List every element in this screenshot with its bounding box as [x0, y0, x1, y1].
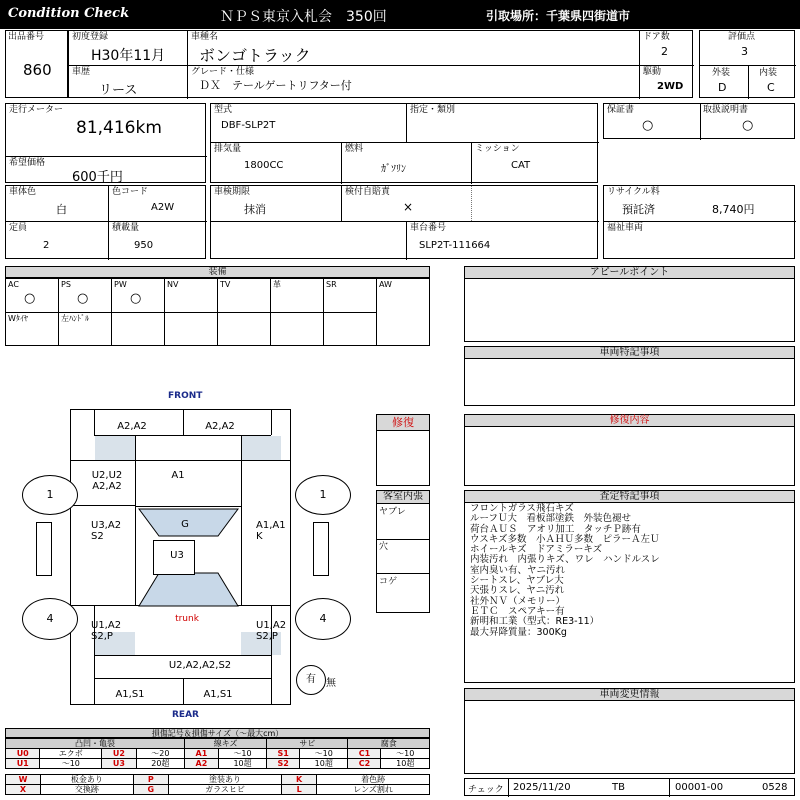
equipment-item-label: Wﾀｲﾔ — [8, 314, 28, 323]
recycle-fee: 8,740円 — [712, 203, 755, 216]
legend-symbol-desc: 交換跡 — [41, 785, 134, 795]
vehicle-notes-title: 車両特記事項 — [465, 347, 794, 359]
equipment-item-value: ○ — [77, 291, 89, 306]
appeal-panel — [464, 266, 795, 342]
equipment-item-value: ○ — [130, 291, 142, 306]
legend-desc: 20超 — [136, 759, 184, 769]
grade-score-label: 評価点 — [728, 32, 756, 42]
inspection-chassis-cell — [210, 185, 598, 259]
repair-box — [376, 414, 430, 486]
legend-symbol-code: P — [133, 775, 168, 785]
inspection-expiry: 抹消 — [244, 203, 266, 216]
inspection-notes-panel — [464, 490, 795, 683]
model-specs-cell — [210, 103, 598, 183]
legend-code: S1 — [267, 749, 300, 759]
cabin-tear: ヤブレ — [379, 507, 406, 517]
equipment-item — [6, 312, 59, 346]
equipment-item — [165, 278, 218, 312]
first-reg-label: 初度登録 — [72, 32, 109, 42]
damage-roof: G — [181, 519, 189, 530]
load-capacity: 950 — [134, 240, 154, 251]
inspection-note-line: 新明和工業（型式：RE3-11） — [470, 616, 600, 628]
equipment-item — [271, 278, 324, 312]
repair-content-panel — [464, 414, 795, 486]
history-label: 車歴 — [72, 67, 91, 77]
wheel-rear-right: 4 — [295, 598, 351, 640]
vehicle-changes-panel — [464, 688, 795, 774]
equipment-item-label: SR — [326, 280, 337, 289]
insurance: × — [403, 200, 414, 214]
cabin-hole: 穴 — [379, 542, 389, 552]
equipment-item-label: 革 — [273, 280, 281, 289]
damage-bed-back: U2,A2,A2,S2 — [168, 660, 232, 671]
legend-desc: 10超 — [381, 759, 430, 769]
interior-label: 内装 — [759, 68, 778, 78]
displacement: 1800CC — [244, 160, 284, 171]
legend-code: A1 — [185, 749, 219, 759]
grade-score: 3 — [741, 45, 748, 58]
spare-badge: 有 — [306, 674, 316, 685]
displacement-label: 排気量 — [214, 144, 242, 154]
equipment-item — [218, 312, 271, 346]
sheet-code: 0528 — [762, 782, 788, 793]
legend-code: U0 — [6, 749, 40, 759]
chassis-number: SLP2T-111664 — [419, 240, 491, 251]
doors-label: ドア数 — [643, 32, 670, 42]
color-code: A2W — [151, 202, 175, 213]
history: リース — [99, 83, 138, 98]
scores-cell — [699, 30, 795, 98]
documents-cell — [603, 103, 795, 139]
color-capacity-cell — [5, 185, 206, 259]
legend-desc: ～10 — [218, 749, 266, 759]
front-label: FRONT — [168, 391, 203, 401]
damage-right-rear: U1,A2 S2,P — [256, 620, 287, 642]
legend-symbol-code: W — [6, 775, 41, 785]
equipment-item-label: AW — [379, 280, 392, 289]
legend-symbol-code: G — [133, 785, 168, 795]
price: 600千円 — [72, 170, 123, 185]
equipment-item — [271, 312, 324, 346]
recycle-label: リサイクル料 — [607, 187, 660, 197]
legend-code: C1 — [348, 749, 381, 759]
mileage-price-cell — [5, 103, 206, 183]
cabin-interior-box — [376, 490, 430, 613]
inspection-note-line: フロントガラス飛石キズ — [470, 503, 574, 514]
car-name: ボンゴトラック — [199, 46, 311, 65]
legend-desc: エクボ — [40, 749, 102, 759]
first-reg: H30年11月 — [91, 48, 166, 64]
legend-code: U2 — [102, 749, 136, 759]
grade: ＤＸ テールゲートリフター付 — [199, 79, 352, 92]
warranty-label: 保証書 — [607, 105, 635, 115]
legend-title: 損傷記号＆損傷サイズ（～最大cm） — [5, 728, 430, 738]
header-bar — [0, 0, 800, 29]
wheel-rear-left: 4 — [22, 598, 78, 640]
equipment-item — [6, 278, 59, 312]
exterior-grade: D — [718, 81, 727, 94]
damage-right-front: A1,A1 K — [256, 520, 286, 542]
damage-rear-left: A1,S1 — [115, 689, 145, 700]
damage-front-left: A2,A2 — [117, 421, 147, 432]
repair-title: 修復 — [377, 415, 429, 431]
damage-left-front-door: U2,U2 A2,A2 — [91, 470, 123, 492]
legend-desc: ～10 — [40, 759, 102, 769]
drive: 2WD — [657, 81, 684, 92]
inspection-notes-title: 査定特記事項 — [465, 491, 794, 503]
equipment-item-label: AC — [8, 280, 19, 289]
transmission-label: ミッション — [475, 144, 520, 154]
legend-group-header: 腐食 — [348, 739, 430, 749]
grade-label: グレード・仕様 — [191, 67, 255, 77]
equipment-item-label: TV — [220, 280, 231, 289]
damage-left-rear: U1,A2 S2,P — [91, 620, 122, 642]
color-code-label: 色コード — [112, 187, 149, 197]
legend-symbol-desc: レンズ割れ — [317, 785, 430, 795]
damage-left-mid: U3,A2 S2 — [91, 520, 122, 542]
lot-number-cell — [5, 30, 68, 98]
inspection-note-line: ルーフＵ大 看板部塗鉄 外装色褪せ — [470, 513, 632, 525]
designation-label: 指定・類別 — [410, 105, 456, 115]
footer-bar — [464, 778, 795, 796]
chassis-label: 車台番号 — [410, 223, 447, 233]
repair-content-title: 修復内容 — [465, 415, 794, 427]
check-date: 2025/11/20 — [513, 782, 571, 793]
mileage-label: 走行メーター — [9, 105, 64, 115]
inspection-note-line: 最大昇降質量：300Kg — [470, 626, 567, 638]
welfare-label: 福祉車両 — [607, 223, 644, 233]
color-label: 車体色 — [9, 187, 37, 197]
legend-group-header: 線キズ — [185, 739, 267, 749]
lot-number-label: 出品番号 — [8, 32, 45, 42]
legend-desc: 10超 — [218, 759, 266, 769]
inspection-note-line: 内装汚れ 内張りキズ、ワレ ハンドルスレ — [470, 554, 660, 566]
body-color: 白 — [56, 203, 67, 216]
equipment-item — [59, 312, 112, 346]
cabin-burn: コゲ — [379, 577, 398, 587]
doors: 2 — [661, 45, 668, 58]
load-label: 積載量 — [112, 223, 140, 233]
transmission: CAT — [511, 160, 531, 171]
legend-symbol-code: X — [6, 785, 41, 795]
capacity: 2 — [43, 240, 50, 251]
wheel-front-left: 1 — [22, 475, 78, 515]
equipment-item — [324, 312, 377, 346]
inspection-note-line: ホイールキズ ドアミラーキズ — [470, 544, 603, 556]
exterior-label: 外装 — [712, 68, 731, 78]
equipment-item-label: PS — [61, 280, 71, 289]
manual: ○ — [742, 118, 754, 133]
auction-name: ＮＰＳ東京入札会 350回 — [220, 9, 387, 25]
manual-label: 取扱説明書 — [703, 105, 749, 115]
equipment-item-label: PW — [114, 280, 127, 289]
inspection-note-line: 荷台ＡＵＳ アオリ加工 タッチＰ跡有 — [470, 523, 641, 535]
legend-group-header: サビ — [267, 739, 348, 749]
inspection-note-line: 社外ＮＶ（メモリー） — [470, 595, 566, 607]
equipment-item — [112, 278, 165, 312]
insurance-label: 検付自賠責 — [345, 187, 391, 197]
lot-number: 860 — [23, 61, 52, 79]
inspection-note-line: 室内臭い有、ヤニ汚れ — [470, 564, 566, 576]
damage-legend — [5, 728, 430, 794]
equipment-title: 装備 — [6, 267, 429, 278]
capacity-label: 定員 — [9, 223, 28, 233]
equipment-item — [218, 278, 271, 312]
legend-size-table — [5, 738, 430, 769]
spare-text: 無 — [326, 678, 336, 689]
damage-front-right: A2,A2 — [205, 421, 235, 432]
header-title: Condition Check — [8, 6, 130, 21]
spare-tire-icon — [296, 665, 326, 695]
legend-desc: ～20 — [136, 749, 184, 759]
legend-desc: ～10 — [300, 749, 348, 759]
equipment-item-label: 左ﾊﾝﾄﾞﾙ — [61, 314, 89, 323]
inspection-note-line: ウスキズ多数 小ＡＨＵ多数 ピラーＡ左Ｕ — [470, 533, 660, 545]
car-name-label: 車種名 — [191, 32, 219, 42]
drive-label: 駆動 — [643, 67, 662, 77]
recycle-status: 預託済 — [622, 203, 655, 216]
mileage: 81,416km — [76, 118, 162, 138]
legend-desc: ～10 — [381, 749, 430, 759]
legend-symbol-code: K — [282, 775, 317, 785]
rear-label: REAR — [172, 710, 199, 720]
equipment-item — [377, 278, 430, 312]
equipment-table — [5, 266, 430, 346]
equipment-item — [324, 278, 377, 312]
wheel-front-right: 1 — [295, 475, 351, 515]
inspection-note-line: 天張りスレ、ヤニ汚れ — [470, 585, 565, 597]
legend-code: U3 — [102, 759, 136, 769]
model: DBF-SLP2T — [221, 120, 276, 131]
vehicle-changes-title: 車両変更情報 — [465, 689, 794, 701]
inspection-note-line: ＥＴＣ スペアキー有 — [470, 605, 565, 617]
damage-hood: A1 — [171, 470, 185, 481]
price-label: 希望価格 — [9, 158, 46, 168]
warranty: ○ — [642, 118, 654, 133]
legend-symbol-desc: 着色跡 — [317, 775, 430, 785]
vehicle-notes-panel — [464, 346, 795, 406]
equipment-item — [112, 312, 165, 346]
legend-code: U1 — [6, 759, 40, 769]
fuel: ｶﾞｿﾘﾝ — [381, 164, 406, 175]
pickup-location: 引取場所：千葉県四街道市 — [486, 9, 631, 23]
recycle-cell — [603, 185, 795, 259]
inspection-notes-list — [470, 504, 660, 638]
legend-code: A2 — [185, 759, 219, 769]
car-diagram — [0, 388, 375, 718]
vehicle-info-row1 — [68, 30, 693, 98]
cabin-interior-title: 客室内張 — [377, 491, 429, 504]
damage-cabin: U3 — [170, 550, 184, 561]
damage-rear-right: A1,S1 — [203, 689, 233, 700]
legend-group-header: 凸凹・亀裂 — [6, 739, 185, 749]
legend-symbol-desc: ガラスヒビ — [168, 785, 281, 795]
inspection-note-line: シートスレ、ヤブレ大 — [470, 575, 564, 587]
equipment-item — [59, 278, 112, 312]
interior-grade: C — [767, 81, 775, 94]
legend-symbol-code: L — [282, 785, 317, 795]
appeal-title: アピールポイント — [465, 267, 794, 279]
legend-symbol-table — [5, 774, 430, 795]
inspection-label: 車検期限 — [214, 187, 251, 197]
equipment-item-label: NV — [167, 280, 179, 289]
checker: TB — [612, 782, 625, 793]
legend-desc: 10超 — [300, 759, 348, 769]
legend-code: C2 — [348, 759, 381, 769]
legend-symbol-desc: 板金あり — [41, 775, 134, 785]
equipment-item — [165, 312, 218, 346]
legend-code: S2 — [267, 759, 300, 769]
legend-symbol-desc: 塗装あり — [168, 775, 281, 785]
check-label: チェック — [468, 785, 504, 795]
model-label: 型式 — [214, 105, 233, 115]
sheet-id: 00001-00 — [675, 782, 724, 793]
equipment-item-value: ○ — [24, 291, 36, 306]
fuel-label: 燃料 — [345, 144, 364, 154]
trunk-label: trunk — [175, 614, 199, 624]
